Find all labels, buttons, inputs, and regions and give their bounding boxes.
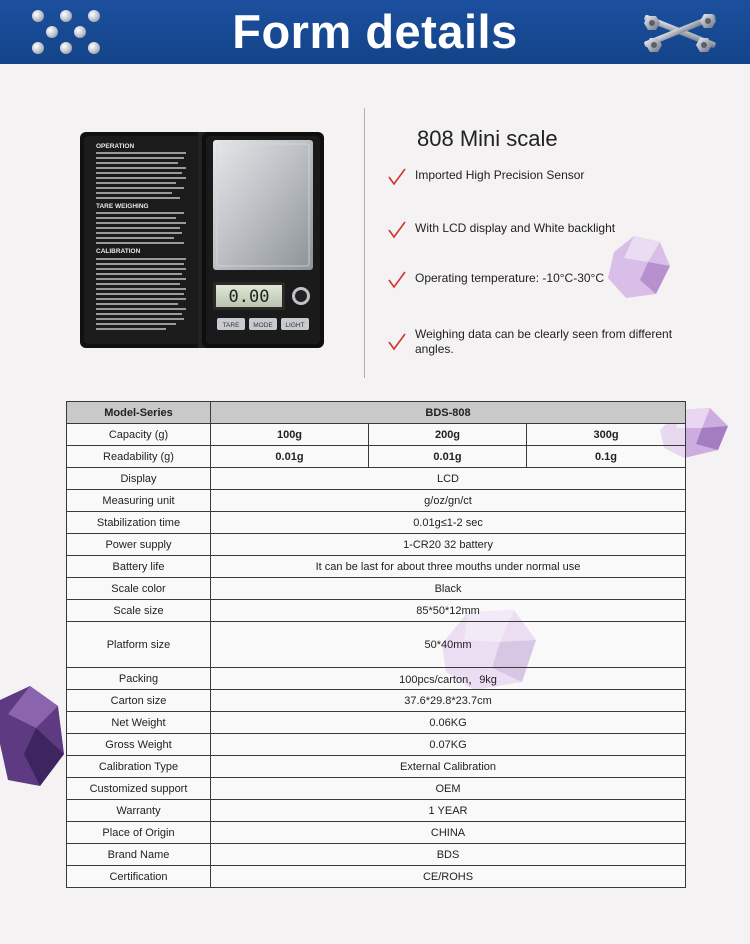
amethyst-crystal-decoration [604, 232, 672, 302]
divider-line [364, 108, 365, 378]
row-value: CHINA [211, 822, 686, 844]
feature-text: Imported High Precision Sensor [415, 168, 585, 182]
table-row [67, 734, 686, 756]
table-header-value: BDS-808 [211, 402, 686, 424]
manual-heading-text: OPERATION [96, 143, 135, 150]
table-row [67, 822, 686, 844]
row-label: Certification [67, 866, 211, 888]
row-label: Gross Weight [67, 734, 211, 756]
row-label: Power supply [67, 534, 211, 556]
row-label: Customized support [67, 778, 211, 800]
row-label: Place of Origin [67, 822, 211, 844]
row-value: OEM [211, 778, 686, 800]
table-row [67, 712, 686, 734]
feature-text: With LCD display and White backlight [415, 221, 616, 235]
mode-button-label: MODE [253, 322, 273, 329]
row-value: 37.6*29.8*23.7cm [211, 690, 686, 712]
row-label: Scale size [67, 600, 211, 622]
table-row [67, 446, 686, 468]
table-header-label: Model-Series [67, 402, 211, 424]
light-button-label: LIGHT [285, 322, 305, 329]
feature-item [388, 168, 688, 183]
table-row [67, 534, 686, 556]
row-label: Carton size [67, 690, 211, 712]
row-value: 1-CR20 32 battery [211, 534, 686, 556]
checkmark-icon [388, 168, 406, 186]
checkmark-icon [388, 333, 406, 351]
table-row [67, 468, 686, 490]
header-banner [0, 0, 750, 64]
table-row [67, 844, 686, 866]
table-row [67, 578, 686, 600]
page-title: Form details [232, 5, 518, 58]
amethyst-crystal-decoration [0, 684, 66, 790]
row-value: g/oz/gn/ct [211, 490, 686, 512]
table-row [67, 556, 686, 578]
row-value: CE/ROHS [211, 866, 686, 888]
lcd-reading: 0.00 [228, 287, 270, 307]
manual-calibration-text: CALIBRATION [96, 248, 141, 255]
checkmark-icon [388, 221, 406, 239]
row-label: Packing [67, 668, 211, 690]
table-header-row [67, 402, 686, 424]
table-row [67, 512, 686, 534]
row-label: Calibration Type [67, 756, 211, 778]
row-label: Battery life [67, 556, 211, 578]
row-value: External Calibration [211, 756, 686, 778]
row-value: 200g [369, 424, 527, 446]
row-value: 50*40mm [211, 622, 686, 668]
manual-tare-text: TARE WEIGHING [96, 203, 149, 210]
row-value: 0.01g≤1-2 sec [211, 512, 686, 534]
row-value: It can be last for about three mouths under normal use [211, 556, 686, 578]
row-label: Brand Name [67, 844, 211, 866]
row-label: Net Weight [67, 712, 211, 734]
table-row [67, 622, 686, 668]
row-value: 100g [211, 424, 369, 446]
tare-button-label: TARE [222, 322, 240, 329]
row-value: 300g [527, 424, 686, 446]
row-value: 100pcs/carton，9kg [211, 668, 686, 690]
row-label: Warranty [67, 800, 211, 822]
row-value: 0.01g [211, 446, 369, 468]
specification-table [66, 401, 686, 888]
product-title: 808 Mini scale [417, 126, 558, 151]
table-row [67, 866, 686, 888]
row-value: Black [211, 578, 686, 600]
bolts-nuts-icon [634, 6, 724, 58]
row-value: 85*50*12mm [211, 600, 686, 622]
product-overview [0, 64, 750, 394]
table-row [67, 756, 686, 778]
row-label: Stabilization time [67, 512, 211, 534]
feature-item [388, 327, 678, 357]
table-row [67, 424, 686, 446]
row-value: 0.1g [527, 446, 686, 468]
table-row [67, 668, 686, 690]
feature-text: Weighing data can be clearly seen from different angles. [415, 327, 673, 356]
row-value: BDS [211, 844, 686, 866]
row-label: Scale color [67, 578, 211, 600]
row-value: 0.06KG [211, 712, 686, 734]
row-label: Capacity (g) [67, 424, 211, 446]
row-label: Measuring unit [67, 490, 211, 512]
row-value: LCD [211, 468, 686, 490]
row-value: 1 YEAR [211, 800, 686, 822]
checkmark-icon [388, 271, 406, 289]
row-label: Platform size [67, 622, 211, 668]
feature-text: Operating temperature: -10°C-30°C [415, 271, 605, 285]
table-row [67, 490, 686, 512]
row-value: 0.07KG [211, 734, 686, 756]
row-label: Display [67, 468, 211, 490]
row-value: 0.01g [369, 446, 527, 468]
table-row [67, 690, 686, 712]
table-row [67, 778, 686, 800]
table-row [67, 600, 686, 622]
row-label: Readability (g) [67, 446, 211, 468]
mini-scale-product-image [80, 132, 324, 348]
table-row [67, 800, 686, 822]
